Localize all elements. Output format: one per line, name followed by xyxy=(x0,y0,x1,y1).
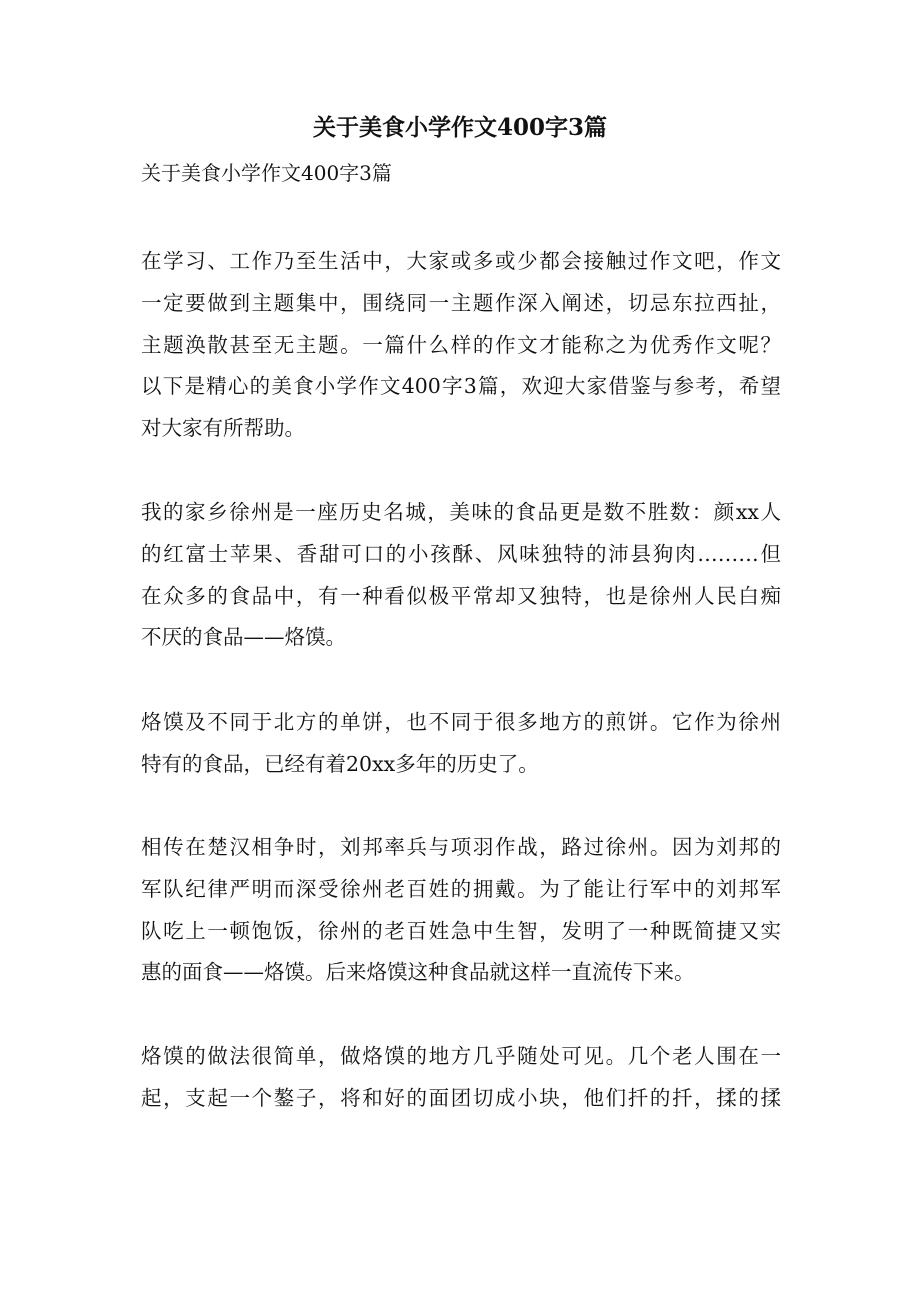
paragraph-line: 主题涣散甚至无主题。一篇什么样的作文才能称之为优秀作文呢？ xyxy=(141,332,781,357)
paragraph-line: 在众多的食品中，有一种看似极平常却又独特，也是徐州人民白痴 xyxy=(141,583,781,608)
paragraph-line: 惠的面食——烙馍。后来烙馍这种食品就这样一直流传下来。 xyxy=(141,960,695,985)
legend-paragraph xyxy=(141,827,781,994)
paragraph-line: 对大家有所帮助。 xyxy=(141,416,305,441)
paragraph-line: 不厌的食品——烙馍。 xyxy=(141,625,346,650)
paragraph-line: 队吃上一顿饱饭，徐州的老百姓急中生智，发明了一种既简捷又实 xyxy=(141,918,781,943)
paragraph-line: 我的家乡徐州是一座历史名城，美味的食品更是数不胜数：颜xx人 xyxy=(141,500,781,524)
history-paragraph xyxy=(141,702,781,786)
document-subtitle: 关于美食小学作文400字3篇 xyxy=(141,161,392,185)
paragraph-line: 烙馍及不同于北方的单饼，也不同于很多地方的煎饼。它作为徐州 xyxy=(141,710,781,734)
paragraph-line: 以下是精心的美食小学作文400字3篇，欢迎大家借鉴与参考，希望 xyxy=(141,374,781,399)
paragraph-line: 烙馍的做法很简单，做烙馍的地方几乎随处可见。几个老人围在一 xyxy=(141,1044,781,1068)
paragraph-line: 的红富士苹果、香甜可口的小孩酥、风味独特的沛县狗肉………但 xyxy=(141,541,781,566)
hometown-paragraph xyxy=(141,492,781,659)
paragraph-line: 起，支起一个鏊子，将和好的面团切成小块，他们扦的扦，揉的揉 xyxy=(141,1085,781,1110)
document-title: 关于美食小学作文400字3篇 xyxy=(312,114,607,141)
paragraph-line: 相传在楚汉相争时，刘邦率兵与项羽作战，路过徐州。因为刘邦的 xyxy=(141,835,781,859)
paragraph-line: 军队纪律严明而深受徐州老百姓的拥戴。为了能让行军中的刘邦军 xyxy=(141,876,781,901)
paragraph-line: 一定要做到主题集中，围绕同一主题作深入阐述，切忌东拉西扯， xyxy=(141,290,781,315)
paragraph-line: 在学习、工作乃至生活中，大家或多或少都会接触过作文吧，作文 xyxy=(141,249,781,273)
intro-paragraph xyxy=(141,241,781,450)
paragraph-line: 特有的食品，已经有着20xx多年的历史了。 xyxy=(141,751,539,776)
method-paragraph xyxy=(141,1036,781,1120)
